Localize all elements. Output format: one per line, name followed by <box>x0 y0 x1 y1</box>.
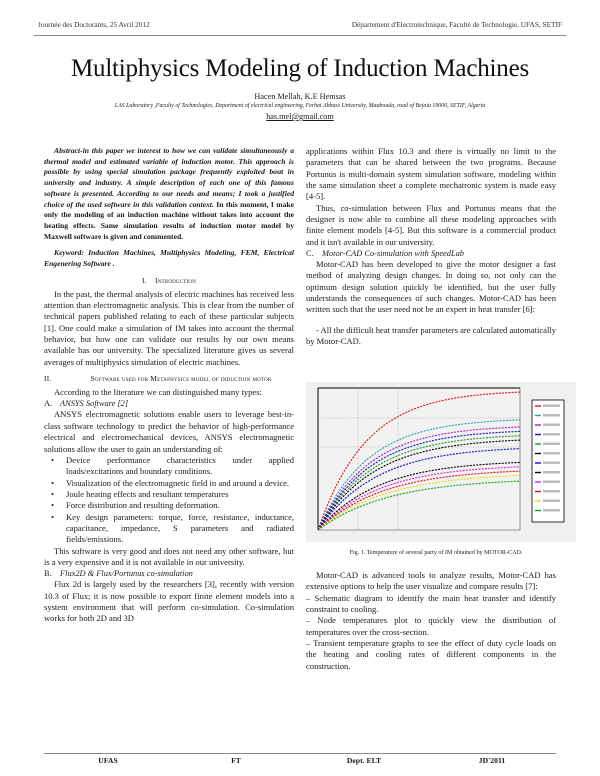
list-item: – Schematic diagram to identify the main heat transfer and identify constraint to cooling. <box>306 592 556 615</box>
email-line <box>0 112 600 121</box>
right-column-lower <box>306 570 556 672</box>
subsection-title: ANSYS Software [2] <box>60 399 129 409</box>
legend-label-placeholder <box>543 443 560 446</box>
subsection-title: Flux2D & Flux/Portunus co-simulation <box>60 569 193 579</box>
figure-caption: Fig. 1. Temperature of several party of IM obtained by MOTOR-CAD. <box>349 550 523 556</box>
paper-title: Multiphysics Modeling of Induction Machines <box>70 55 529 82</box>
affiliation: LAS Laboratory ,Faculty of Technologies, Department of electrical engineering, Ferhat Abbass University, Maabouda, road of Bejaia 19000, SETIF, Algeria <box>114 103 486 109</box>
legend-label-placeholder <box>543 481 560 484</box>
subsection-heading-motorcad <box>306 248 556 259</box>
subsection-heading-ansys <box>44 398 294 409</box>
list-item: – Node temperatures plot to quickly view the distribution of temperatures over the cross-section. <box>306 615 556 637</box>
motorcad-dash-item: - All the difficult heat transfer parameters are calculated automatically by Motor-CAD. <box>306 324 556 347</box>
abstract-bold: In this moment, I make only the modeling of an induction machine without takes into account the heating effects. Same simulation results of induction motor model by Maxwell software is given and commented. <box>44 199 294 241</box>
section2-intro: According to the literature we can distinguished many types: <box>54 387 262 398</box>
list-item: • Device performance characteristics under applied loads/excitations and boundary conditions. <box>44 455 294 478</box>
list-item: • Joule heating effects and resultant temperatures <box>44 489 294 500</box>
footer-rule <box>44 753 556 754</box>
flux-continued: applications within Flux 10.3 and there is virtually no limit to the parameters that can be shared between the two programs. Because Portunus is multi-domain system simulation software, modeling within the same simulation sheet a complete mechatronic system is made easy [4-5]. <box>306 146 556 202</box>
section-number: II. <box>44 374 52 384</box>
footer-cell: Dept. ELT <box>346 756 382 765</box>
footer-cell: UFAS <box>98 756 118 765</box>
section-heading-introduction <box>44 276 294 286</box>
legend-label-placeholder <box>543 433 560 436</box>
legend-label-placeholder <box>543 424 560 427</box>
list-item: • Force distribution and resulting deformation. <box>44 500 294 511</box>
running-head-left: Journée des Doctorants, 25 Avril 2012 <box>38 20 150 29</box>
subsection-label: A. <box>44 399 53 409</box>
footer-cell: FT <box>231 756 241 765</box>
legend-label-placeholder <box>543 462 560 465</box>
subsection-title: Motor-CAD Co-simulation with SpeedLab <box>322 249 464 259</box>
section-heading-software <box>44 374 294 384</box>
motorcad-results-paragraph: Motor-CAD is advanced tools to analyze results, Motor-CAD has extensive options to help the user visualize and compare results [7]: <box>306 570 556 592</box>
subsection-label: C. <box>306 249 314 259</box>
section-title: Software used for Metaphysics model of induction motor <box>90 374 272 384</box>
list-item: – Transient temperature graphs to see the effect of duty cycle loads on the heating and cooling rates of different components in the construction. <box>306 638 556 671</box>
legend-label-placeholder <box>543 490 560 493</box>
footer-cell: JD'2011 <box>478 756 506 765</box>
abstract <box>44 146 294 242</box>
list-item: • Visualization of the electromagnetic field in and around a device. <box>44 478 294 489</box>
section-title: Introduction <box>155 275 197 285</box>
legend-label-placeholder <box>543 405 560 408</box>
email-link[interactable]: has.mel@gmail.com <box>266 112 334 121</box>
subsection-label: B. <box>44 569 52 579</box>
flux-paragraph: Flux 2d is largely used by the researchers [3], recently with version 10.3 of Flux; it is now possible to export finite element models into a system environment that will perform co-simulation. Co-simulation works for both 2D and 3D <box>44 579 294 624</box>
legend-label-placeholder <box>543 500 560 503</box>
ansys-bullet-list <box>44 455 294 546</box>
intro-paragraph: In the past, the thermal analysis of electric machines has received less attention than electromagnetic analysis. This is clear from the number of technical papers published relating to each of these particular subjects [1]. One could make a simulation of IM takes into account the thermal behavior, but how one can validate our results by our own means available has our university. The specialized literature gives us several averages of multiphysics simulation of electric machines. <box>44 288 294 367</box>
motorcad-paragraph: Motor-CAD has been developed to give the motor designer a fast method of analyzing design changes. In doing so, not only can the optimum design solution quickly be identified, but the user fully understands the consequences of such changes. Motor-CAD has been written such that the user need not be an expert in heat transfer [6]: <box>306 259 556 315</box>
ansys-conclusion: This software is very good and does not need any other software, but is a very expensive and it is not available in our university. <box>44 545 294 567</box>
left-column <box>44 146 294 625</box>
list-item: • Key design parameters: torque, force, resistance, inductance, capacitance, impedance, S parameters and radiated fields/emissions. <box>44 512 294 546</box>
legend-label-placeholder <box>543 452 560 455</box>
authors: Hacen Mellah, K.E Hemsas <box>254 92 346 101</box>
ansys-paragraph: ANSYS electromagnetic solutions enable users to leverage best-in-class software technology to predict the behavior of high-performance electrical and electromechanical devices, ANSYS electromagnetic solutions allow the user to gain an understanding of: <box>44 409 294 454</box>
keywords: Keyword: Induction Machines, Multiphysics Modeling, FEM, Electrical Engenering Software . <box>44 248 294 269</box>
temperature-chart <box>306 382 576 542</box>
page-footer <box>44 756 556 765</box>
running-head-right: Département d'Electrotechnique, Faculté de Technologie, UFAS, SETIF <box>351 20 562 29</box>
legend-label-placeholder <box>543 471 560 474</box>
legend-label-placeholder <box>543 509 560 512</box>
legend-label-placeholder <box>543 414 560 417</box>
header-rule <box>34 35 566 36</box>
figure-temperature-plot <box>306 382 576 542</box>
cosim-paragraph: Thus, co-simulation between Flux and Portunus means that the designer is now able to combine all these modeling approaches with finite element models [4-5]. But this software is a commercial product and it isn't available in our university. <box>306 202 556 247</box>
abstract-italic: Abstract-in this paper we interest to how we can validate simultaneously a thermal model and estimated variable of induction motor. This approach is possible by using special simulation package frequently exploited bout in university and industry. A simple description of each one of this famous software is presented. According to our needs and means; I took a justified choice of the used software in this validation context. <box>44 146 294 209</box>
right-column <box>306 146 556 348</box>
running-head <box>38 20 562 29</box>
section-number: I. <box>141 275 147 285</box>
subsection-heading-flux <box>44 568 294 579</box>
